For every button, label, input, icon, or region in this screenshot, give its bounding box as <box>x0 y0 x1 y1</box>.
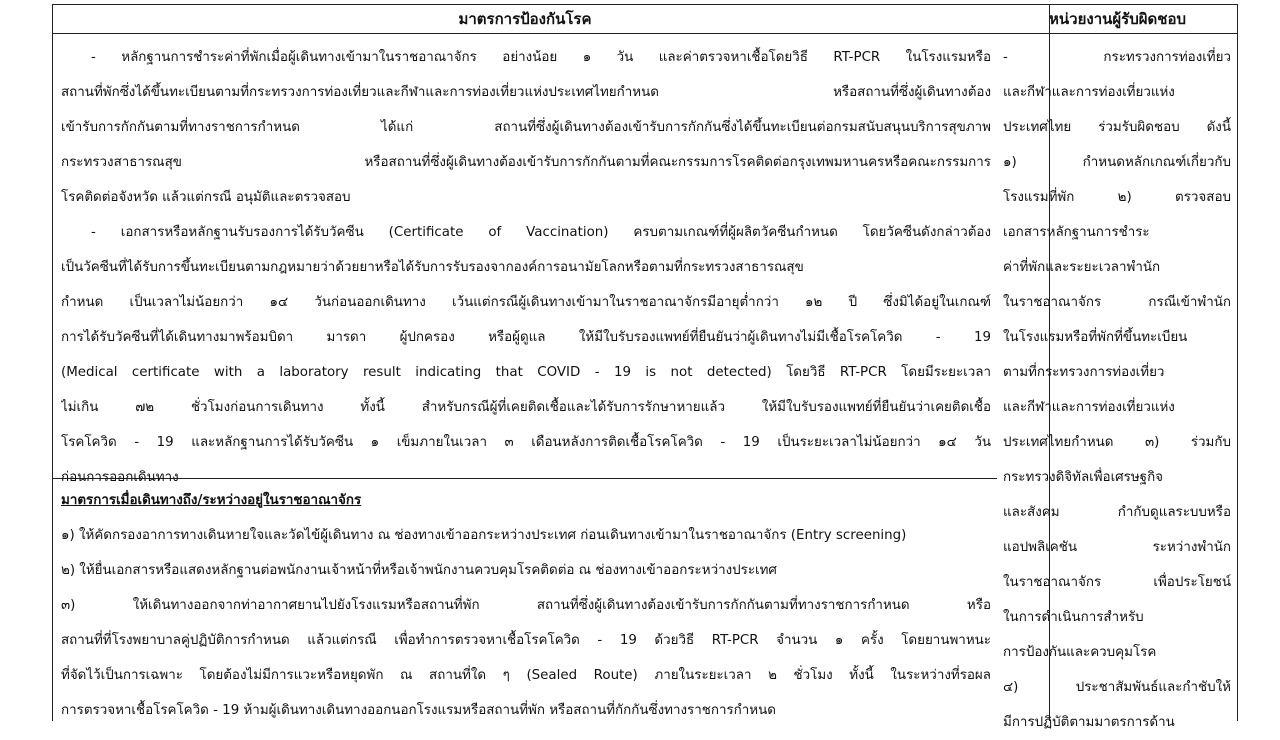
text-line: การตรวจหาเชื้อโรคโควิด - 19 ห้ามผู้เดินทางเดินทางออกนอกโรงแรมหรือสถานที่พัก หรือสถานที่กักกันซึ่งทางราชการกำหนด <box>61 703 776 718</box>
agency-text-line: ๑) กำหนดหลักเกณฑ์เกี่ยวกับ <box>1003 155 1231 170</box>
text-line: ที่จัดไว้เป็นการเฉพาะ โดยต้องไม่มีการแวะหรือหยุดพัก ณ สถานที่ใด ๆ (Sealed Route) ภายในระยะเวลา ๒ ชั่วโมง ทั้งนี้ ในระหว่างที่รอผล <box>61 668 991 683</box>
text-line: ก่อนการออกเดินทาง <box>61 470 179 485</box>
text-line: - เอกสารหรือหลักฐานรับรองการได้รับวัคซีน (Certificate of Vaccination) ครบตามเกณฑ์ที่ผู้ผลิตวัคซีนกำหนด โดยวัคซีนดังกล่าวต้อง <box>91 225 991 240</box>
text-line: สถานที่พักซึ่งได้ขึ้นทะเบียนตามที่กระทรวงการท่องเที่ยวและกีฬาและการท่องเที่ยวแห่งประเทศไทยกำหนด หรือสถานที่ซึ่งผู้เดินทางต้อง <box>61 85 991 100</box>
text-line: ๑) ให้คัดกรองอาการทางเดินหายใจและวัดไข้ผู้เดินทาง ณ ช่องทางเข้าออกระหว่างประเทศ ก่อนเดินทางเข้ามาในราชอาณาจักร (Entry screening) <box>61 528 907 543</box>
agency-text-line: ค่าที่พักและระยะเวลาพำนัก <box>1003 260 1161 275</box>
agency-text-line: เอกสารหลักฐานการชำระ <box>1003 225 1150 240</box>
text-line: ไม่เกิน ๗๒ ชั่วโมงก่อนการเดินทาง ทั้งนี้ สำหรับกรณีผู้ที่เคยติดเชื้อและได้รับการรักษาหายแล้ว ให้มีใบรับรองแพทย์ที่ยืนยันว่าเคยติดเชื้อ <box>61 400 991 415</box>
agency-text-line: ประเทศไทยกำหนด ๓) ร่วมกับ <box>1003 435 1231 450</box>
text-line: ๒) ให้ยื่นเอกสารหรือแสดงหลักฐานต่อพนักงานเจ้าหน้าที่หรือเจ้าพนักงานควบคุมโรคติดต่อ ณ ช่องทางเข้าออกระหว่างประเทศ <box>61 563 777 578</box>
agency-text-line: ในโรงแรมหรือที่พักที่ขึ้นทะเบียน <box>1003 330 1188 345</box>
agency-text-line: แอปพลิเคชัน ระหว่างพำนัก <box>1003 540 1231 555</box>
agency-text-line: การป้องกันและควบคุมโรค <box>1003 645 1157 660</box>
measures-column-header: มาตรการป้องกันโรค <box>458 10 592 28</box>
prevention-measures-cell <box>61 40 991 495</box>
agency-text-line: และกีฬาและการท่องเที่ยวแห่ง <box>1003 400 1175 415</box>
text-line: เป็นวัคซีนที่ได้รับการขึ้นทะเบียนตามกฎหมายว่าด้วยยาหรือได้รับการรับรองจากองค์การอนามัยโลกหรือตามที่กระทรวงสาธารณสุข <box>61 260 804 275</box>
agency-text-line: และสังคม กำกับดูแลระบบหรือ <box>1003 505 1231 520</box>
text-line: โรคติดต่อจังหวัด แล้วแต่กรณี อนุมัติและตรวจสอบ <box>61 190 351 205</box>
text-line: กระทรวงสาธารณสุข หรือสถานที่ซึ่งผู้เดินทางต้องเข้ารับการกักกันตามที่คณะกรรมการโรคติดต่อกรุงเทพมหานครหรือคณะกรรมการ <box>61 155 991 170</box>
agency-text-line: ในการดำเนินการสำหรับ <box>1003 610 1144 625</box>
section-title: มาตรการเมื่อเดินทางถึง/ระหว่างอยู่ในราชอาณาจักร <box>61 493 362 508</box>
header-divider <box>53 33 1237 34</box>
responsible-agency-cell <box>1003 40 1231 740</box>
text-line: สถานที่ที่โรงพยาบาลคู่ปฏิบัติการกำหนด แล้วแต่กรณี เพื่อทำการตรวจหาเชื้อโรคโควิด - 19 ด้วยวิธี RT-PCR จำนวน ๑ ครั้ง โดยยานพาหนะ <box>61 633 991 648</box>
arrival-measures-cell <box>61 483 991 728</box>
text-line: กำหนด เป็นเวลาไม่น้อยกว่า ๑๔ วันก่อนออกเดินทาง เว้นแต่กรณีผู้เดินทางเข้ามาในราชอาณาจักรมีอายุต่ำกว่า ๑๒ ปี ซึ่งมิได้อยู่ในเกณฑ์ <box>61 295 991 310</box>
agency-text-line: ในราชอาณาจักร กรณีเข้าพำนัก <box>1003 295 1231 310</box>
agency-column-header: หน่วยงานผู้รับผิดชอบ <box>1049 10 1186 28</box>
agency-text-line: และกีฬาและการท่องเที่ยวแห่ง <box>1003 85 1175 100</box>
text-line: การได้รับวัคซีนที่ได้เดินทางมาพร้อมบิดา มารดา ผู้ปกครอง หรือผู้ดูแล ให้มีใบรับรองแพทย์ที่ยืนยันว่าผู้เดินทางไม่มีเชื้อโรคโควิด - 19 <box>61 330 991 345</box>
agency-text-line: มีการปฏิบัติตามมาตรการด้าน <box>1003 715 1175 730</box>
agency-text-line: กระทรวงดิจิทัลเพื่อเศรษฐกิจ <box>1003 470 1164 485</box>
text-line: (Medical certificate with a laboratory result indicating that COVID - 19 is not detected) โดยวิธี RT-PCR โดยมีระยะเวลา <box>61 365 991 380</box>
agency-text-line: ๔) ประชาสัมพันธ์และกำชับให้ <box>1003 680 1231 695</box>
text-line: - หลักฐานการชำระค่าที่พักเมื่อผู้เดินทางเข้ามาในราชอาณาจักร อย่างน้อย ๑ วัน และค่าตรวจหาเชื้อโดยวิธี RT-PCR ในโรงแรมหรือ <box>91 50 991 65</box>
text-line: โรคโควิด - 19 และหลักฐานการได้รับวัคซีน ๑ เข็มภายในเวลา ๓ เดือนหลังการติดเชื้อโรคโควิด - 19 เป็นระยะเวลาไม่น้อยกว่า ๑๔ วัน <box>61 435 991 450</box>
text-line: เข้ารับการกักกันตามที่ทางราชการกำหนด ได้แก่ สถานที่ซึ่งผู้เดินทางต้องเข้ารับการกักกันซึ่งได้ขึ้นทะเบียนต่อกรมสนับสนุนบริการสุขภาพ <box>61 120 991 135</box>
agency-text-line: ประเทศไทย ร่วมรับผิดชอบ ดังนี้ <box>1003 120 1231 135</box>
text-line: ๓) ให้เดินทางออกจากท่าอากาศยานไปยังโรงแรมหรือสถานที่พัก สถานที่ซึ่งผู้เดินทางต้องเข้ารับการกักกันตามที่ทางราชการกำหนด หรือ <box>61 598 991 613</box>
measures-table <box>52 4 1238 730</box>
agency-text-line: ตามที่กระทรวงการท่องเที่ยว <box>1003 365 1165 380</box>
agency-text-line: ในราชอาณาจักร เพื่อประโยชน์ <box>1003 575 1231 590</box>
agency-text-line: - กระทรวงการท่องเที่ยว <box>1003 50 1231 65</box>
agency-text-line: โรงแรมที่พัก ๒) ตรวจสอบ <box>1003 190 1231 205</box>
